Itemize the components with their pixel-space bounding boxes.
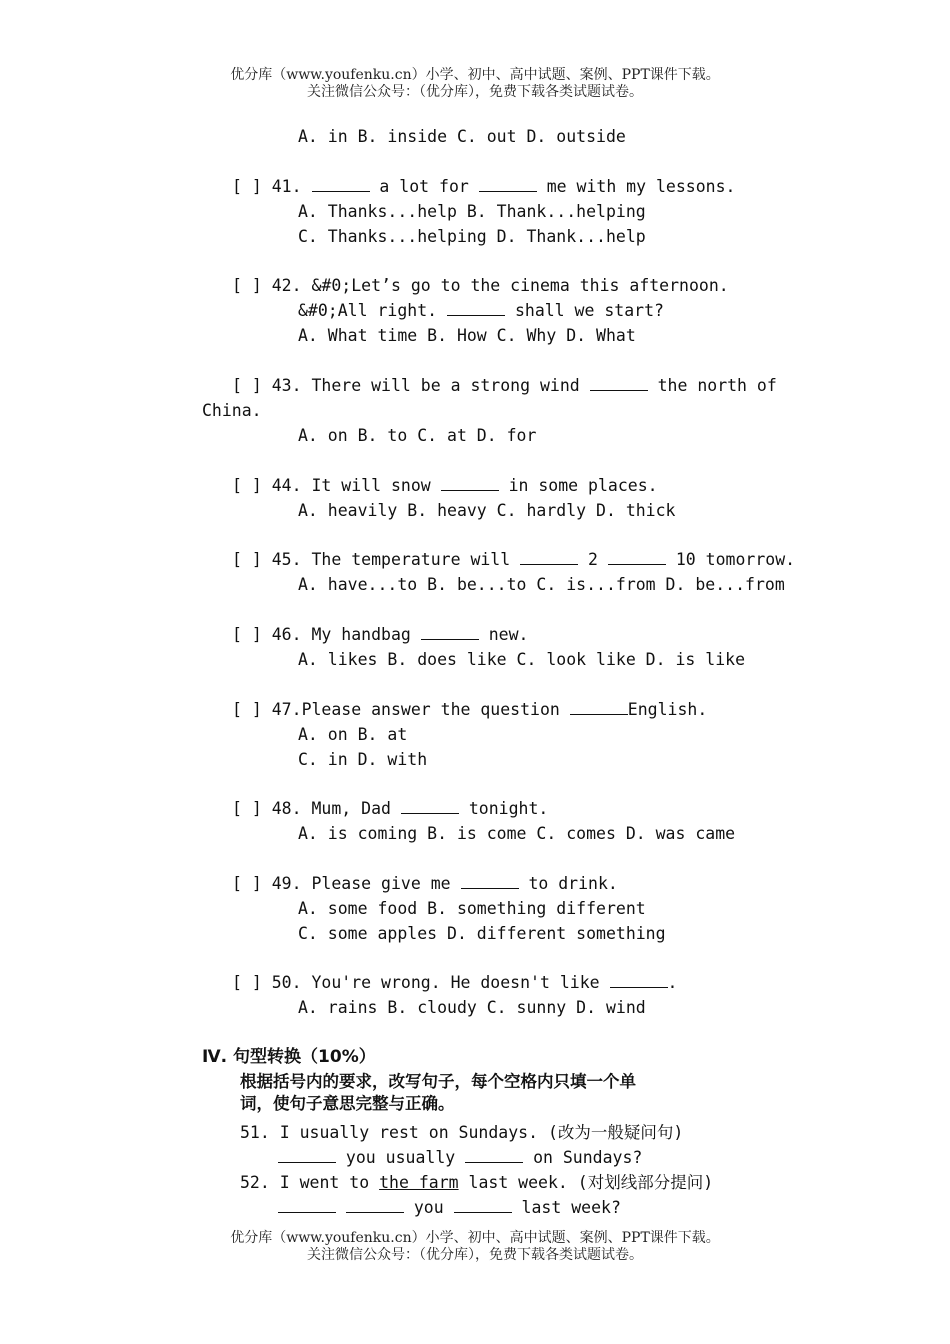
fill-blank[interactable] — [608, 550, 666, 565]
answer-bracket[interactable]: [ ] — [232, 550, 262, 569]
stem-text: Please give me — [311, 874, 461, 893]
answer-bracket[interactable]: [ ] — [232, 376, 262, 395]
q40-options: A. in B. inside C. out D. outside — [298, 127, 626, 146]
q49-options-1: A. some food B. something different — [298, 899, 646, 918]
q42-options-1: A. What time B. How C. Why D. What — [298, 326, 636, 345]
fill-blank[interactable] — [278, 1198, 336, 1213]
stem-text: tonight. — [458, 799, 549, 818]
question-number: 45. — [271, 550, 302, 569]
question-number: 49. — [271, 874, 302, 893]
stem-text: you — [403, 1198, 454, 1217]
footer-line-2: 关注微信公众号：（优分库），免费下载各类试题试卷。 — [307, 1247, 643, 1263]
stem-text: It will snow — [311, 476, 441, 495]
stem-text: The temperature will — [311, 550, 521, 569]
stem-text: on Sundays? — [523, 1148, 643, 1167]
stem-text: the north of — [647, 376, 777, 395]
question-47 — [232, 700, 707, 720]
stem-text: you usually — [336, 1148, 466, 1167]
question-43-wrap: China. — [202, 401, 262, 420]
question-44 — [232, 476, 658, 496]
question-number: 42. — [271, 276, 302, 295]
question-49 — [232, 874, 618, 894]
question-number: 41. — [271, 177, 302, 196]
answer-bracket[interactable]: [ ] — [232, 625, 262, 644]
stem-text: a lot for — [369, 177, 479, 196]
question-48 — [232, 799, 548, 819]
q41-options-2: C. Thanks...helping D. Thank...help — [298, 227, 646, 246]
fill-blank[interactable] — [401, 799, 459, 814]
question-51-answer — [278, 1148, 642, 1168]
question-52-answer — [278, 1198, 621, 1218]
question-50 — [232, 973, 677, 993]
stem-text: You're wrong. He doesn't like — [311, 973, 610, 992]
stem-text: &#0;All right. — [298, 301, 448, 320]
q41-options-1: A. Thanks...help B. Thank...helping — [298, 202, 646, 221]
stem-text: My handbag — [311, 625, 421, 644]
fill-blank[interactable] — [346, 1198, 404, 1213]
question-number: 52. — [240, 1173, 270, 1192]
stem-text: in some places. — [498, 476, 658, 495]
answer-bracket[interactable]: [ ] — [232, 476, 262, 495]
section-4-title: Ⅳ. 句型转换（10%） — [202, 1047, 376, 1067]
stem-text: English. — [627, 700, 708, 719]
stem-text: last week? — [511, 1198, 621, 1217]
fill-blank[interactable] — [610, 973, 668, 988]
question-number: 51. — [240, 1123, 270, 1142]
footer-line-1: 优分库（www.youfenku.cn）小学、初中、高中试题、案例、PPT课件下载。 — [230, 1230, 720, 1246]
stem-text: 10 tomorrow. — [665, 550, 796, 569]
stem-text: Mum, Dad — [311, 799, 401, 818]
q46-options-1: A. likes B. does like C. look like D. is like — [298, 650, 746, 669]
stem-text: &#0;Let’s go to the cinema this afternoon. — [311, 276, 729, 295]
fill-blank[interactable] — [454, 1198, 512, 1213]
fill-blank[interactable] — [421, 625, 479, 640]
stem-text: new. — [478, 625, 529, 644]
question-number: 46. — [271, 625, 302, 644]
answer-bracket[interactable]: [ ] — [232, 874, 262, 893]
q50-options-1: A. rains B. cloudy C. sunny D. wind — [298, 998, 646, 1017]
stem-text: I usually rest on Sundays. (改为一般疑问句) — [279, 1123, 684, 1142]
q44-options-1: A. heavily B. heavy C. hardly D. thick — [298, 501, 676, 520]
fill-blank[interactable] — [447, 301, 505, 316]
header-line-1: 优分库（www.youfenku.cn）小学、初中、高中试题、案例、PPT课件下载。 — [230, 67, 720, 83]
stem-text: last week. (对划线部分提问) — [458, 1173, 714, 1192]
q43-options-1: A. on B. to C. at D. for — [298, 426, 537, 445]
q49-options-2: C. some apples D. different something — [298, 924, 666, 943]
question-51 — [240, 1123, 683, 1143]
page-footer — [0, 1230, 950, 1264]
answer-bracket[interactable]: [ ] — [232, 799, 262, 818]
answer-bracket[interactable]: [ ] — [232, 177, 262, 196]
question-52 — [240, 1173, 713, 1193]
q48-options-1: A. is coming B. is come C. comes D. was came — [298, 824, 736, 843]
fill-blank[interactable] — [479, 177, 537, 192]
answer-bracket[interactable]: [ ] — [232, 700, 262, 719]
fill-blank[interactable] — [520, 550, 578, 565]
instruction-line-1: 根据括号内的要求，改写句子，每个空格内只填一个单 — [240, 1072, 636, 1091]
answer-bracket[interactable]: [ ] — [232, 973, 262, 992]
question-number: 50. — [271, 973, 302, 992]
fill-blank[interactable] — [465, 1148, 523, 1163]
q45-options-1: A. have...to B. be...to C. is...from D. be...from — [298, 575, 785, 594]
stem-text: 2 — [578, 550, 608, 569]
page-header — [0, 67, 950, 101]
question-42-line-2 — [298, 301, 664, 321]
question-number: 48. — [271, 799, 302, 818]
fill-blank[interactable] — [590, 376, 648, 391]
fill-blank[interactable] — [278, 1148, 336, 1163]
answer-bracket[interactable]: [ ] — [232, 276, 262, 295]
stem-text: I went to — [279, 1173, 380, 1192]
stem-text: . — [667, 973, 678, 992]
underlined-phrase: the farm — [379, 1173, 459, 1192]
question-45 — [232, 550, 795, 570]
header-line-2: 关注微信公众号：（优分库），免费下载各类试题试卷。 — [307, 84, 643, 100]
question-42 — [232, 276, 729, 296]
question-46 — [232, 625, 528, 645]
fill-blank[interactable] — [312, 177, 370, 192]
stem-text: shall we start? — [505, 301, 664, 320]
question-41 — [232, 177, 735, 197]
q47-options-1: A. on B. at — [298, 725, 408, 744]
question-number: 44. — [271, 476, 302, 495]
stem-text: me with my lessons. — [536, 177, 736, 196]
fill-blank[interactable] — [441, 476, 499, 491]
fill-blank[interactable] — [570, 700, 628, 715]
question-number: 43. — [271, 376, 302, 395]
fill-blank[interactable] — [461, 874, 519, 889]
stem-text: to drink. — [518, 874, 618, 893]
q47-options-2: C. in D. with — [298, 750, 428, 769]
stem-text: Please answer the question — [301, 700, 570, 719]
question-43 — [232, 376, 777, 396]
section-4-instruction — [240, 1071, 720, 1115]
question-number: 47. — [271, 700, 302, 719]
instruction-line-2: 词，使句子意思完整与正确。 — [240, 1094, 455, 1113]
stem-text: There will be a strong wind — [311, 376, 590, 395]
